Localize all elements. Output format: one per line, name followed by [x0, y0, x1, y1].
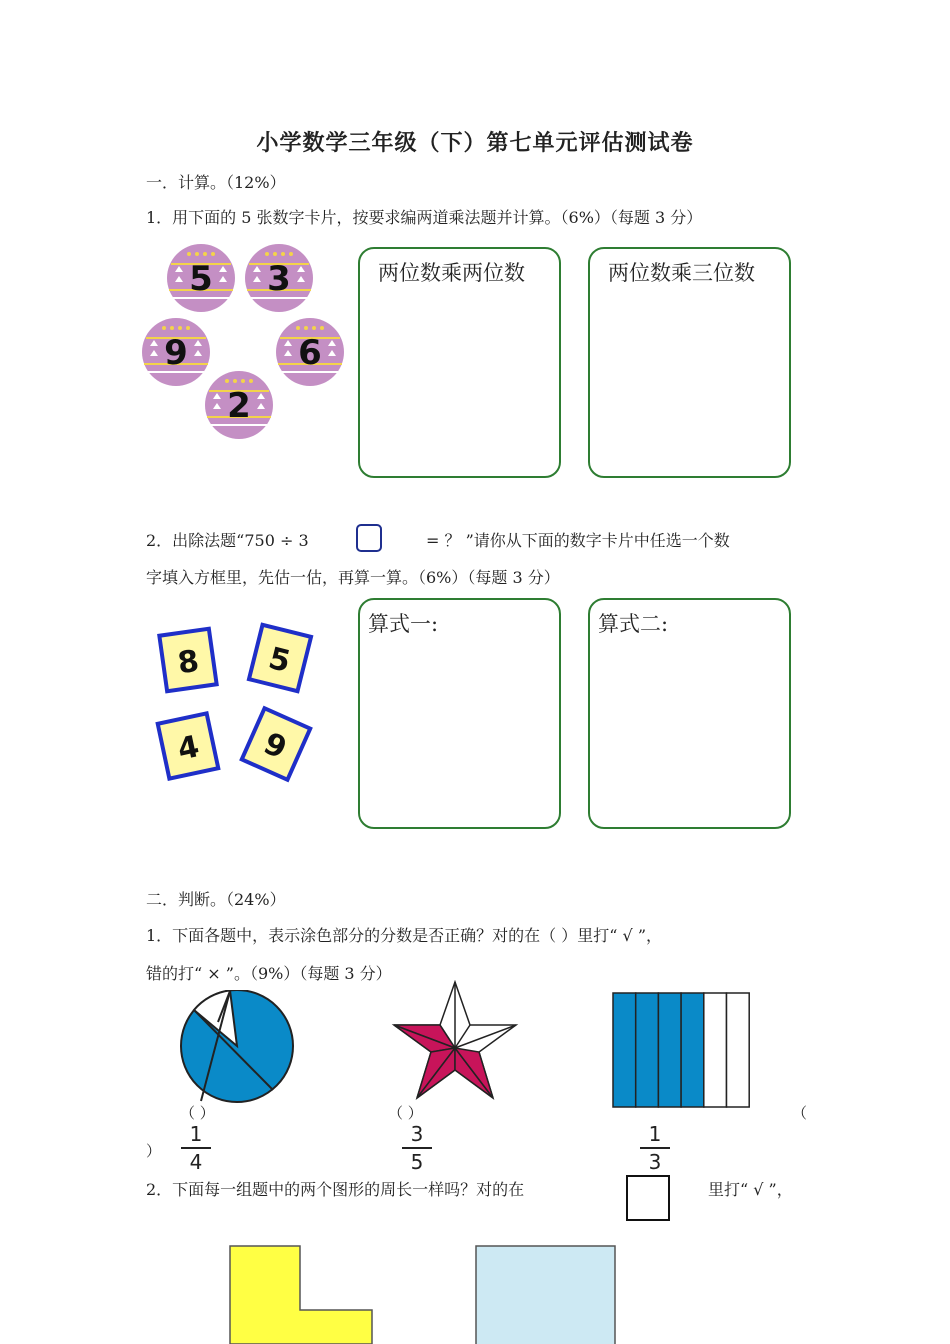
round-card-6-label: 6	[298, 333, 322, 373]
round-card-3-label: 3	[267, 259, 291, 299]
question-2-1-line2: 错的打“ × ”。（9%）（每题 3 分）	[146, 964, 392, 983]
round-card-2	[205, 371, 273, 439]
answer-box-2x2-label: 两位数乘两位数	[378, 261, 525, 285]
round-card-6	[276, 318, 344, 386]
fraction-2-numerator: 3	[410, 1122, 424, 1146]
blank-square[interactable]	[356, 524, 382, 552]
answer-box-formula-1-label: 算式一:	[368, 612, 439, 636]
round-card-3	[245, 244, 313, 312]
answer-paren-1[interactable]: （ ）	[180, 1104, 215, 1122]
answer-box-2x3-label: 两位数乘三位数	[608, 261, 755, 285]
shaded-rectangle-figure	[612, 992, 752, 1110]
round-card-9	[142, 318, 210, 386]
fraction-2-denominator: 5	[410, 1150, 424, 1174]
yellow-l-shape	[228, 1244, 376, 1344]
square-number-cards	[150, 618, 330, 793]
fraction-3-numerator: 1	[648, 1122, 662, 1146]
square-card-4	[158, 713, 219, 778]
section-1-heading: 一．计算。（12%）	[146, 173, 286, 192]
fraction-3-denominator: 3	[648, 1150, 662, 1174]
question-2-2-prefix: 2．下面每一组题中的两个图形的周长一样吗？对的在	[146, 1180, 525, 1199]
answer-box-2x3[interactable]	[588, 247, 791, 478]
round-card-2-label: 2	[227, 386, 251, 426]
fraction-2	[402, 1122, 432, 1174]
answer-paren-3-open[interactable]: （	[792, 1104, 808, 1122]
round-card-5-label: 5	[189, 259, 213, 299]
round-card-9-label: 9	[164, 333, 188, 373]
square-card-5	[249, 625, 311, 691]
answer-check-box[interactable]	[626, 1175, 670, 1221]
shaded-star-figure	[390, 980, 520, 1105]
answer-box-2x2[interactable]	[358, 247, 561, 478]
answer-paren-2[interactable]: （ ）	[388, 1104, 423, 1122]
round-card-5	[167, 244, 235, 312]
answer-paren-3-close: ）	[146, 1142, 162, 1160]
square-card-8-label: 8	[175, 643, 202, 682]
square-card-8	[159, 629, 216, 691]
question-2-1-line1: 1．下面各题中，表示涂色部分的分数是否正确？对的在（ ）里打“ √ ”，	[146, 926, 662, 945]
question-1-2-prefix: 2．出除法题“750 ÷ 3	[146, 531, 309, 550]
square-card-5-label: 5	[265, 640, 294, 680]
square-card-9-label: 9	[258, 726, 292, 767]
question-1-2-line2: 字填入方框里，先估一估，再算一算。（6%）（每题 3 分）	[146, 568, 560, 587]
fraction-1-bar	[181, 1147, 211, 1149]
light-blue-square-shape	[474, 1244, 618, 1344]
question-1-1: 1．用下面的 5 张数字卡片，按要求编两道乘法题并计算。（6%）（每题 3 分）	[146, 208, 703, 227]
round-number-cards	[136, 240, 356, 440]
fraction-3	[640, 1122, 670, 1174]
page-title: 小学数学三年级（下）第七单元评估测试卷	[256, 131, 694, 156]
answer-box-formula-2[interactable]	[588, 598, 791, 829]
question-1-2-suffix: = ？ ”请你从下面的数字卡片中任选一个数	[426, 531, 730, 550]
shaded-circle-figure	[178, 990, 298, 1108]
square-card-9	[242, 708, 310, 779]
fraction-1-numerator: 1	[189, 1122, 203, 1146]
fraction-2-bar	[402, 1147, 432, 1149]
answer-box-formula-2-label: 算式二:	[598, 612, 669, 636]
answer-box-formula-1[interactable]	[358, 598, 561, 829]
square-card-4-label: 4	[174, 729, 203, 768]
question-2-2-suffix: 里打“ √ ”，	[708, 1180, 793, 1199]
fraction-3-bar	[640, 1147, 670, 1149]
fraction-1	[181, 1122, 211, 1174]
section-2-heading: 二．判断。（24%）	[146, 890, 286, 909]
fraction-1-denominator: 4	[189, 1150, 203, 1174]
